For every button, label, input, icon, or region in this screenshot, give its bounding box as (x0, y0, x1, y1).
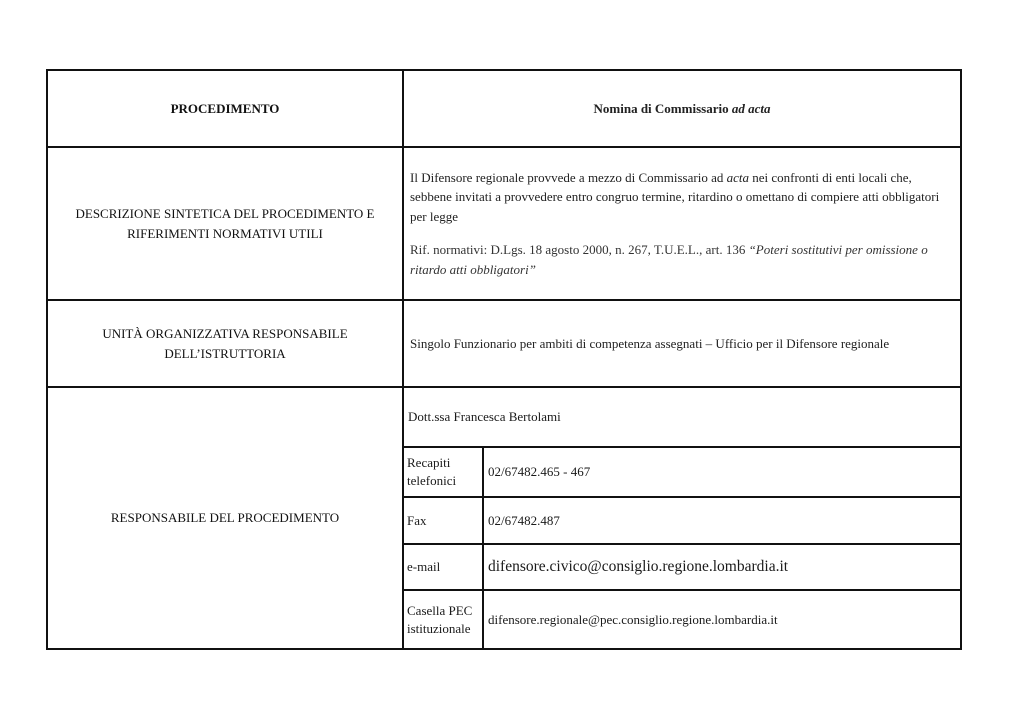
normative-reference: Rif. normativi: D.Lgs. 18 agosto 2000, n. 267, T.U.E.L., art. 136 “Poteri sostitutivi per omissione o ritardo atti obbligatori” (410, 242, 928, 277)
header-procedimento: PROCEDIMENTO (170, 100, 280, 116)
unit-row (46, 301, 962, 388)
procedure-title: Nomina di Commissario ad acta (593, 100, 771, 116)
phone-label: Recapiti telefonici (404, 448, 484, 496)
responsible-row (46, 388, 962, 650)
header-row (46, 69, 962, 148)
unit-cell (402, 301, 962, 388)
email-label: e-mail (404, 545, 484, 589)
responsible-details (402, 388, 962, 650)
phone-row (404, 446, 960, 496)
unit-label-cell (46, 301, 402, 388)
unit-value: Singolo Funzionario per ambiti di competenza assegnati – Ufficio per il Difensore regionale (410, 335, 890, 351)
description-text (410, 168, 954, 280)
fax-label: Fax (404, 498, 484, 543)
description-label: DESCRIZIONE SINTETICA DEL PROCEDIMENTO E RIFERIMENTI NORMATIVI UTILI (75, 206, 375, 241)
responsible-name-row (404, 388, 960, 446)
pec-row (404, 589, 960, 648)
procedure-table (46, 69, 962, 650)
pec-label: Casella PEC istituzionale (404, 591, 484, 648)
description-paragraph: Il Difensore regionale provvede a mezzo di Commissario ad acta nei confronti di enti locali che, sebbene invitati a provvedere entro congruo termine, ritardino o omettano di compiere atti obbligatori per legge (410, 169, 940, 224)
description-label-cell (46, 148, 402, 301)
pec-value: difensore.regionale@pec.consiglio.regione.lombardia.it (488, 611, 778, 627)
header-right-cell (402, 69, 962, 148)
unit-label: UNITÀ ORGANIZZATIVA RESPONSABILE DELL’ISTRUTTORIA (102, 326, 348, 361)
email-row (404, 543, 960, 589)
responsible-label-cell (46, 388, 402, 650)
phone-value: 02/67482.465 - 467 (488, 464, 591, 480)
responsible-label: RESPONSABILE DEL PROCEDIMENTO (110, 510, 340, 526)
email-value: difensore.civico@consiglio.regione.lombardia.it (488, 558, 789, 576)
header-left-cell (46, 69, 402, 148)
responsible-name: Dott.ssa Francesca Bertolami (408, 409, 561, 425)
description-cell (402, 148, 962, 301)
fax-row (404, 496, 960, 543)
description-row (46, 148, 962, 301)
fax-value: 02/67482.487 (488, 512, 560, 528)
